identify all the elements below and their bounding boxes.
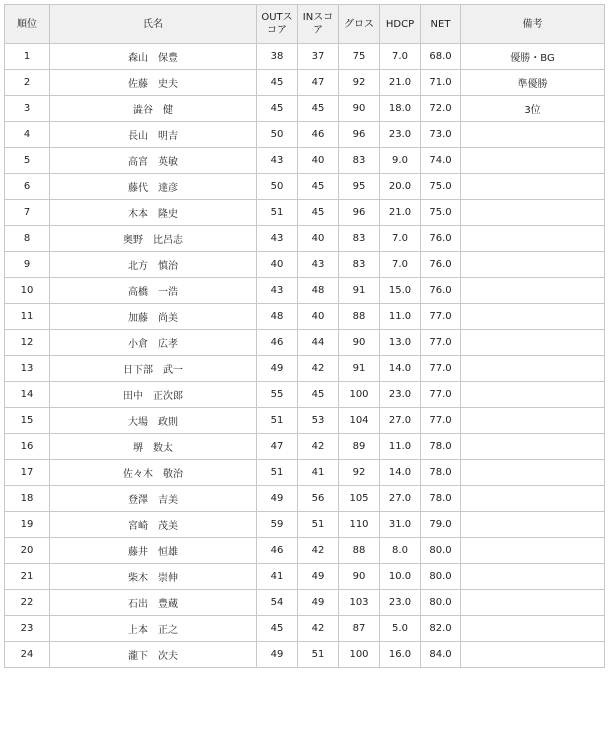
gross-cell: 89 — [339, 434, 380, 460]
header-name: 氏名 — [50, 5, 257, 44]
table-row — [5, 330, 605, 356]
gross-cell: 90 — [339, 564, 380, 590]
net-cell: 77.0 — [421, 330, 461, 356]
gross-cell: 87 — [339, 616, 380, 642]
header-gross: グロス — [339, 5, 380, 44]
out-score-cell: 51 — [257, 200, 298, 226]
hdcp-cell: 14.0 — [380, 356, 421, 382]
hdcp-cell: 10.0 — [380, 564, 421, 590]
rank-cell: 6 — [5, 174, 50, 200]
out-score-cell: 46 — [257, 330, 298, 356]
note-cell — [461, 278, 605, 304]
in-score-cell: 51 — [298, 642, 339, 668]
hdcp-cell: 15.0 — [380, 278, 421, 304]
net-cell: 82.0 — [421, 616, 461, 642]
hdcp-cell: 5.0 — [380, 616, 421, 642]
name-cell: 日下部 武一 — [50, 356, 257, 382]
header-rank: 順位 — [5, 5, 50, 44]
note-cell: 3位 — [461, 96, 605, 122]
gross-cell: 105 — [339, 486, 380, 512]
hdcp-cell: 8.0 — [380, 538, 421, 564]
out-score-cell: 51 — [257, 460, 298, 486]
note-cell — [461, 434, 605, 460]
name-cell: 長山 明吉 — [50, 122, 257, 148]
name-cell: 登澤 吉美 — [50, 486, 257, 512]
rank-cell: 12 — [5, 330, 50, 356]
in-score-cell: 53 — [298, 408, 339, 434]
out-score-cell: 43 — [257, 278, 298, 304]
gross-cell: 91 — [339, 278, 380, 304]
out-score-cell: 50 — [257, 174, 298, 200]
in-score-cell: 49 — [298, 564, 339, 590]
hdcp-cell: 21.0 — [380, 70, 421, 96]
in-score-cell: 40 — [298, 148, 339, 174]
net-cell: 79.0 — [421, 512, 461, 538]
out-score-cell: 45 — [257, 70, 298, 96]
rank-cell: 9 — [5, 252, 50, 278]
note-cell — [461, 148, 605, 174]
header-in-score: INスコア — [298, 5, 339, 44]
table-row — [5, 512, 605, 538]
name-cell: 田中 正次郎 — [50, 382, 257, 408]
name-cell: 高橋 一浩 — [50, 278, 257, 304]
note-cell — [461, 122, 605, 148]
table-row — [5, 122, 605, 148]
out-score-cell: 50 — [257, 122, 298, 148]
name-cell: 佐々木 敬治 — [50, 460, 257, 486]
header-net: NET — [421, 5, 461, 44]
in-score-cell: 42 — [298, 434, 339, 460]
in-score-cell: 41 — [298, 460, 339, 486]
net-cell: 77.0 — [421, 408, 461, 434]
out-score-cell: 46 — [257, 538, 298, 564]
name-cell: 木本 隆史 — [50, 200, 257, 226]
net-cell: 71.0 — [421, 70, 461, 96]
gross-cell: 83 — [339, 148, 380, 174]
in-score-cell: 48 — [298, 278, 339, 304]
net-cell: 77.0 — [421, 382, 461, 408]
table-body — [5, 44, 605, 668]
rank-cell: 10 — [5, 278, 50, 304]
hdcp-cell: 7.0 — [380, 44, 421, 70]
gross-cell: 95 — [339, 174, 380, 200]
name-cell: 高宮 英敏 — [50, 148, 257, 174]
table-row — [5, 44, 605, 70]
gross-cell: 104 — [339, 408, 380, 434]
gross-cell: 88 — [339, 538, 380, 564]
note-cell — [461, 538, 605, 564]
gross-cell: 88 — [339, 304, 380, 330]
out-score-cell: 51 — [257, 408, 298, 434]
name-cell: 石出 豊蔵 — [50, 590, 257, 616]
out-score-cell: 49 — [257, 642, 298, 668]
rank-cell: 3 — [5, 96, 50, 122]
in-score-cell: 49 — [298, 590, 339, 616]
note-cell — [461, 304, 605, 330]
table-header — [5, 5, 605, 44]
name-cell: 宮崎 茂美 — [50, 512, 257, 538]
note-cell — [461, 460, 605, 486]
header-hdcp: HDCP — [380, 5, 421, 44]
header-out-score: OUTスコア — [257, 5, 298, 44]
note-cell — [461, 382, 605, 408]
name-cell: 加藤 尚美 — [50, 304, 257, 330]
note-cell — [461, 590, 605, 616]
net-cell: 76.0 — [421, 252, 461, 278]
in-score-cell: 42 — [298, 538, 339, 564]
rank-cell: 11 — [5, 304, 50, 330]
table-row — [5, 356, 605, 382]
in-score-cell: 45 — [298, 382, 339, 408]
gross-cell: 91 — [339, 356, 380, 382]
gross-cell: 100 — [339, 382, 380, 408]
table-row — [5, 616, 605, 642]
hdcp-cell: 13.0 — [380, 330, 421, 356]
rank-cell: 4 — [5, 122, 50, 148]
name-cell: 藤井 恒雄 — [50, 538, 257, 564]
in-score-cell: 47 — [298, 70, 339, 96]
table-row — [5, 538, 605, 564]
hdcp-cell: 31.0 — [380, 512, 421, 538]
hdcp-cell: 21.0 — [380, 200, 421, 226]
net-cell: 75.0 — [421, 200, 461, 226]
net-cell: 68.0 — [421, 44, 461, 70]
out-score-cell: 45 — [257, 96, 298, 122]
gross-cell: 100 — [339, 642, 380, 668]
table-row — [5, 486, 605, 512]
net-cell: 77.0 — [421, 304, 461, 330]
hdcp-cell: 14.0 — [380, 460, 421, 486]
in-score-cell: 40 — [298, 304, 339, 330]
name-cell: 北方 慎治 — [50, 252, 257, 278]
out-score-cell: 43 — [257, 148, 298, 174]
table-row — [5, 252, 605, 278]
gross-cell: 96 — [339, 200, 380, 226]
rank-cell: 1 — [5, 44, 50, 70]
note-cell — [461, 226, 605, 252]
hdcp-cell: 20.0 — [380, 174, 421, 200]
note-cell — [461, 408, 605, 434]
gross-cell: 103 — [339, 590, 380, 616]
out-score-cell: 59 — [257, 512, 298, 538]
rank-cell: 21 — [5, 564, 50, 590]
out-score-cell: 38 — [257, 44, 298, 70]
table-row — [5, 226, 605, 252]
out-score-cell: 49 — [257, 356, 298, 382]
out-score-cell: 55 — [257, 382, 298, 408]
gross-cell: 92 — [339, 70, 380, 96]
net-cell: 80.0 — [421, 590, 461, 616]
out-score-cell: 48 — [257, 304, 298, 330]
note-cell — [461, 486, 605, 512]
rank-cell: 17 — [5, 460, 50, 486]
net-cell: 84.0 — [421, 642, 461, 668]
hdcp-cell: 23.0 — [380, 122, 421, 148]
rank-cell: 23 — [5, 616, 50, 642]
gross-cell: 75 — [339, 44, 380, 70]
in-score-cell: 43 — [298, 252, 339, 278]
in-score-cell: 51 — [298, 512, 339, 538]
out-score-cell: 40 — [257, 252, 298, 278]
name-cell: 森山 保豊 — [50, 44, 257, 70]
net-cell: 76.0 — [421, 278, 461, 304]
rank-cell: 8 — [5, 226, 50, 252]
table-row — [5, 148, 605, 174]
note-cell — [461, 330, 605, 356]
rank-cell: 16 — [5, 434, 50, 460]
net-cell: 78.0 — [421, 434, 461, 460]
net-cell: 76.0 — [421, 226, 461, 252]
rank-cell: 15 — [5, 408, 50, 434]
in-score-cell: 37 — [298, 44, 339, 70]
rank-cell: 22 — [5, 590, 50, 616]
note-cell — [461, 252, 605, 278]
net-cell: 78.0 — [421, 486, 461, 512]
net-cell: 80.0 — [421, 564, 461, 590]
table-row — [5, 174, 605, 200]
results-table — [4, 4, 605, 668]
table-row — [5, 96, 605, 122]
hdcp-cell: 7.0 — [380, 226, 421, 252]
in-score-cell: 46 — [298, 122, 339, 148]
gross-cell: 92 — [339, 460, 380, 486]
name-cell: 堺 数太 — [50, 434, 257, 460]
hdcp-cell: 27.0 — [380, 408, 421, 434]
rank-cell: 2 — [5, 70, 50, 96]
in-score-cell: 45 — [298, 174, 339, 200]
hdcp-cell: 18.0 — [380, 96, 421, 122]
hdcp-cell: 11.0 — [380, 304, 421, 330]
gross-cell: 83 — [339, 226, 380, 252]
table-row — [5, 564, 605, 590]
net-cell: 77.0 — [421, 356, 461, 382]
gross-cell: 90 — [339, 330, 380, 356]
table-row — [5, 70, 605, 96]
rank-cell: 24 — [5, 642, 50, 668]
name-cell: 佐藤 史夫 — [50, 70, 257, 96]
net-cell: 75.0 — [421, 174, 461, 200]
table-row — [5, 278, 605, 304]
table-row — [5, 434, 605, 460]
table-row — [5, 460, 605, 486]
net-cell: 74.0 — [421, 148, 461, 174]
out-score-cell: 49 — [257, 486, 298, 512]
gross-cell: 110 — [339, 512, 380, 538]
hdcp-cell: 23.0 — [380, 590, 421, 616]
in-score-cell: 56 — [298, 486, 339, 512]
name-cell: 小倉 広孝 — [50, 330, 257, 356]
table-row — [5, 408, 605, 434]
out-score-cell: 54 — [257, 590, 298, 616]
rank-cell: 13 — [5, 356, 50, 382]
note-cell — [461, 200, 605, 226]
note-cell — [461, 356, 605, 382]
rank-cell: 18 — [5, 486, 50, 512]
net-cell: 72.0 — [421, 96, 461, 122]
table-row — [5, 590, 605, 616]
header-row — [5, 5, 605, 44]
name-cell: 澁谷 健 — [50, 96, 257, 122]
hdcp-cell: 27.0 — [380, 486, 421, 512]
rank-cell: 19 — [5, 512, 50, 538]
table-row — [5, 304, 605, 330]
note-cell — [461, 564, 605, 590]
table-row — [5, 642, 605, 668]
hdcp-cell: 23.0 — [380, 382, 421, 408]
gross-cell: 90 — [339, 96, 380, 122]
note-cell: 優勝・BG — [461, 44, 605, 70]
header-note: 備考 — [461, 5, 605, 44]
out-score-cell: 45 — [257, 616, 298, 642]
name-cell: 大場 政則 — [50, 408, 257, 434]
name-cell: 瀧下 次夫 — [50, 642, 257, 668]
rank-cell: 5 — [5, 148, 50, 174]
note-cell — [461, 616, 605, 642]
hdcp-cell: 11.0 — [380, 434, 421, 460]
in-score-cell: 42 — [298, 356, 339, 382]
name-cell: 上本 正之 — [50, 616, 257, 642]
hdcp-cell: 7.0 — [380, 252, 421, 278]
net-cell: 78.0 — [421, 460, 461, 486]
rank-cell: 7 — [5, 200, 50, 226]
note-cell: 準優勝 — [461, 70, 605, 96]
out-score-cell: 43 — [257, 226, 298, 252]
table-row — [5, 382, 605, 408]
net-cell: 73.0 — [421, 122, 461, 148]
in-score-cell: 44 — [298, 330, 339, 356]
note-cell — [461, 642, 605, 668]
gross-cell: 96 — [339, 122, 380, 148]
in-score-cell: 45 — [298, 96, 339, 122]
note-cell — [461, 512, 605, 538]
name-cell: 藤代 達彦 — [50, 174, 257, 200]
gross-cell: 83 — [339, 252, 380, 278]
hdcp-cell: 16.0 — [380, 642, 421, 668]
net-cell: 80.0 — [421, 538, 461, 564]
in-score-cell: 45 — [298, 200, 339, 226]
name-cell: 柴木 崇伸 — [50, 564, 257, 590]
out-score-cell: 41 — [257, 564, 298, 590]
rank-cell: 14 — [5, 382, 50, 408]
in-score-cell: 40 — [298, 226, 339, 252]
rank-cell: 20 — [5, 538, 50, 564]
in-score-cell: 42 — [298, 616, 339, 642]
out-score-cell: 47 — [257, 434, 298, 460]
note-cell — [461, 174, 605, 200]
name-cell: 奥野 比呂志 — [50, 226, 257, 252]
table-row — [5, 200, 605, 226]
hdcp-cell: 9.0 — [380, 148, 421, 174]
